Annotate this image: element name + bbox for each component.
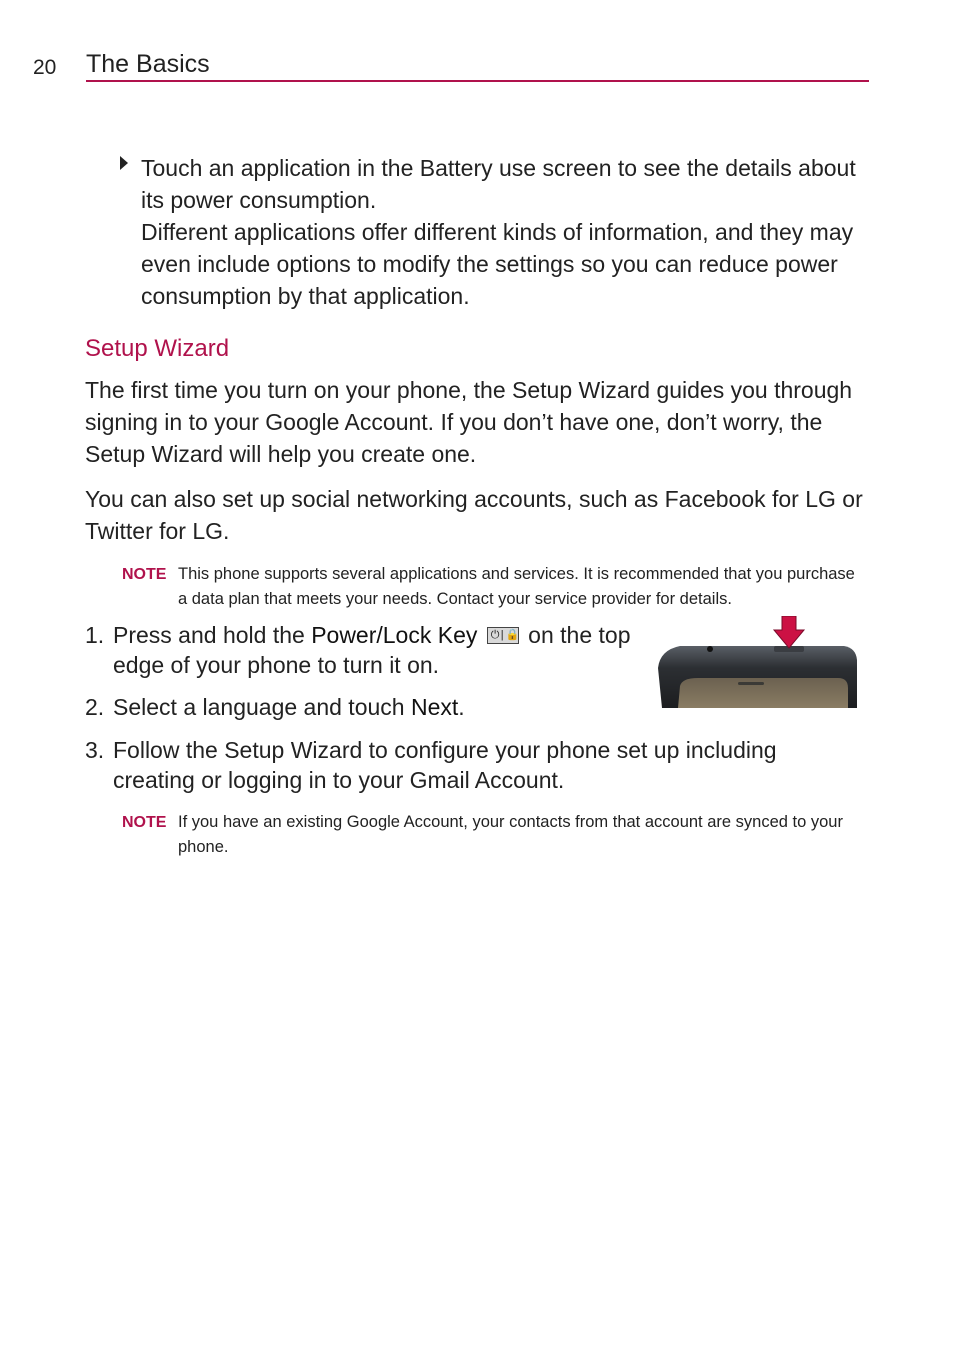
step-1: [85, 620, 655, 680]
step-number: 3.: [85, 737, 105, 763]
phone-top-edge-image: [658, 616, 858, 708]
step-text: [113, 620, 655, 680]
step-text: [113, 692, 655, 722]
power-lock-key-icon: ⏻ | 🔒: [487, 627, 519, 644]
bullet-item: [120, 152, 870, 312]
power-lock-key-label: Power/Lock Key: [311, 622, 478, 648]
headset-jack: [707, 646, 713, 652]
phone-illustration: [658, 616, 858, 708]
step-3: [85, 735, 845, 795]
note-text: This phone supports several applications and services. It is recommended that you purchase a data plan that meets your needs. Contact your service provider for details.: [178, 565, 855, 608]
setup-wizard-heading: Setup Wizard: [85, 335, 230, 362]
note-text: If you have an existing Google Account, your contacts from that account are synced to your phone.: [178, 813, 843, 856]
step-text-post: .: [458, 694, 465, 720]
bullet-text-2: Different applications offer different kinds of information, and they may even include options to modify the settings so you can reduce power consumption by that application.: [141, 219, 854, 309]
step-number: 1.: [85, 622, 105, 648]
header-rule: [86, 80, 869, 82]
setup-wizard-paragraph-1: The first time you turn on your phone, the Setup Wizard guides you through signing in to your Google Account. If you don’t have one, don’t worry, the Setup Wizard will help you create one.: [85, 377, 853, 467]
section-title: The Basics: [86, 50, 210, 78]
step-text-pre: Press and hold the: [113, 622, 312, 648]
step-text-post: on the top edge of your phone to turn it on.: [113, 622, 631, 678]
speaker-slot: [738, 682, 764, 685]
next-label: Next: [410, 694, 459, 720]
step-number: 2.: [85, 694, 105, 720]
note-label: NOTE: [122, 566, 167, 583]
note-box-1: [122, 562, 857, 612]
bullet-text-1: Touch an application in the Battery use screen to see the details about its power consumption.: [141, 155, 856, 213]
note-label: NOTE: [122, 814, 167, 831]
step-2: [85, 692, 655, 722]
page-number: 20: [33, 56, 57, 79]
step-text: Follow the Setup Wizard to configure your phone set up including creating or logging in to your Gmail Account.: [113, 737, 777, 793]
note-box-2: [122, 810, 857, 860]
setup-wizard-paragraph-2: You can also set up social networking accounts, such as Facebook for LG or Twitter for LG.: [85, 486, 863, 544]
bullet-arrow-icon: [120, 156, 128, 170]
arrow-icon: [774, 616, 804, 648]
step-text-pre: Select a language and touch: [113, 694, 411, 720]
